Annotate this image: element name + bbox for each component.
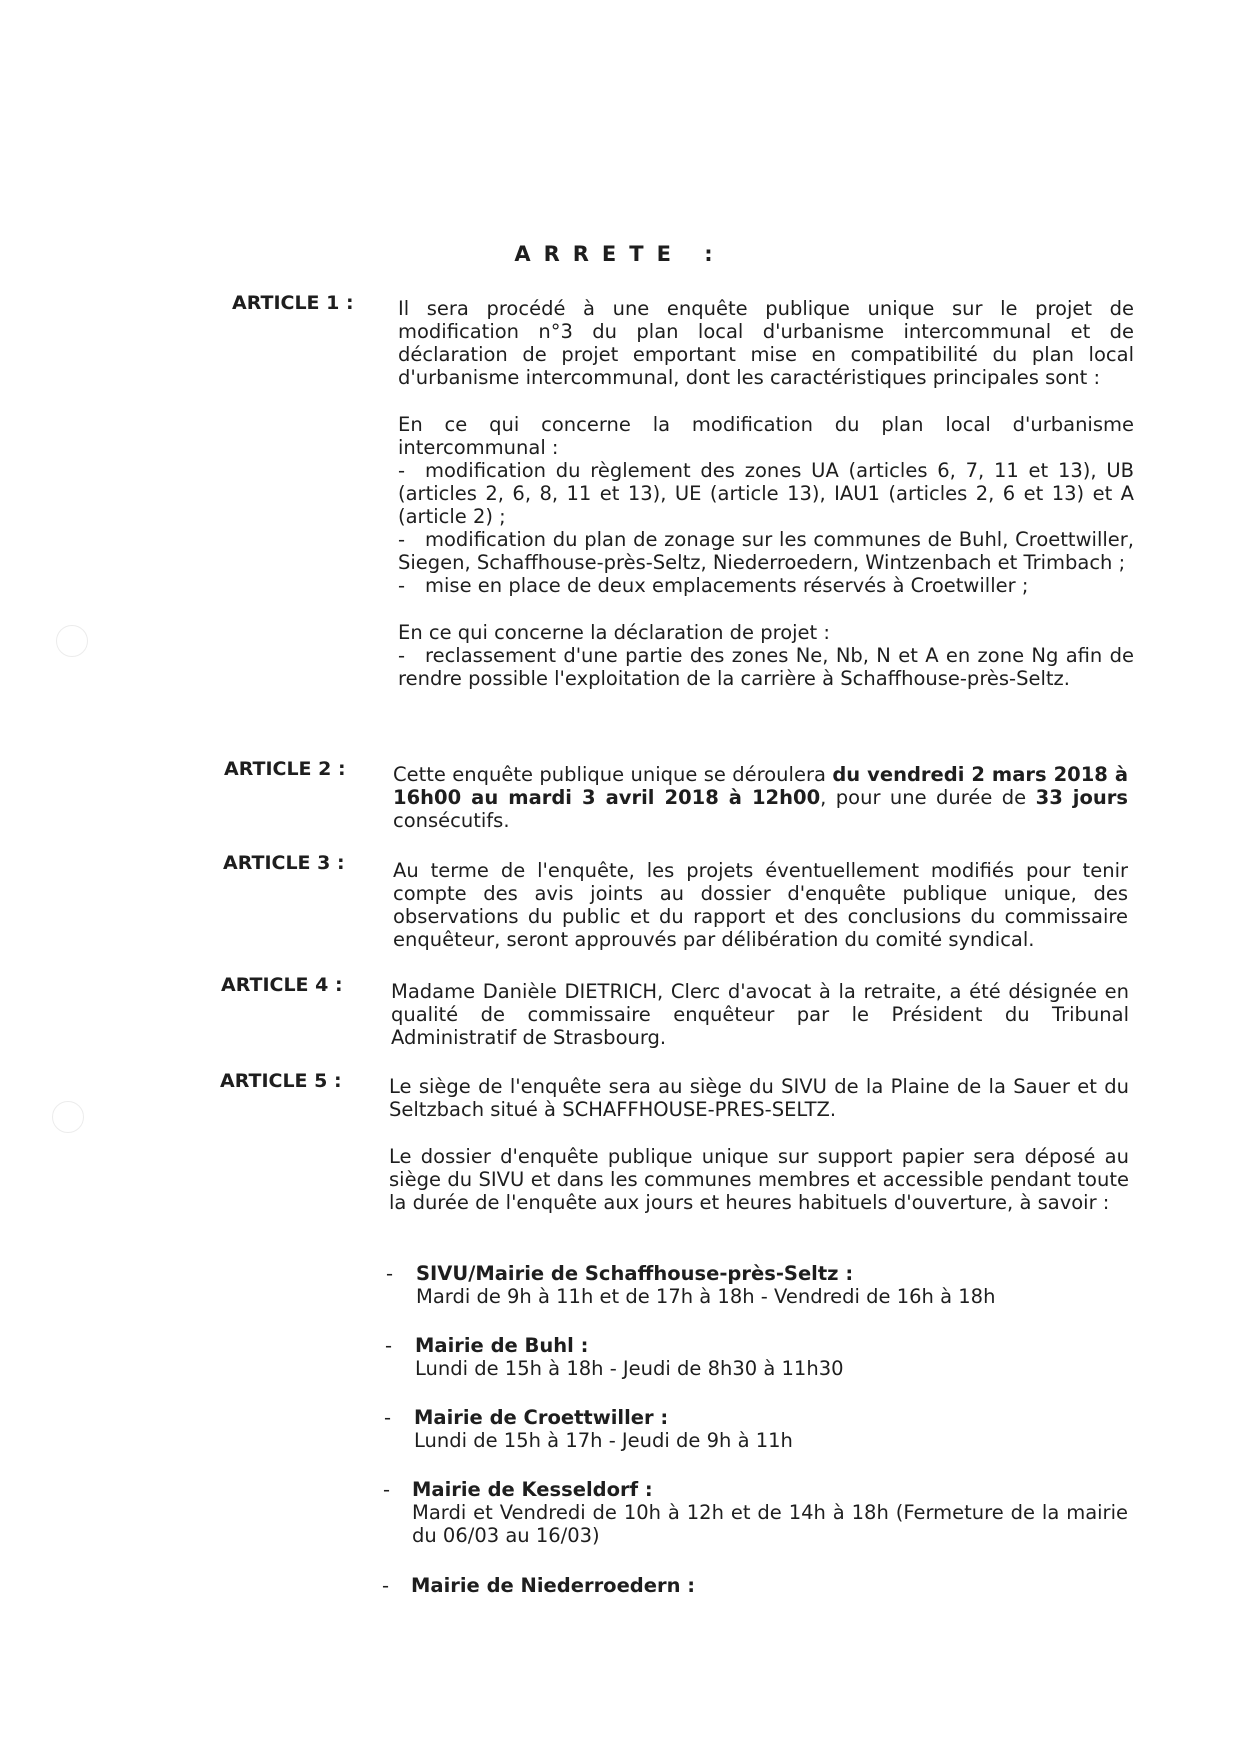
article-1-modification-heading: En ce qui concerne la modification du plan local d'urbanisme intercommunal : [398, 413, 1134, 459]
article-2-body: Cette enquête publique unique se déroulera du vendredi 2 mars 2018 à 16h00 au mardi 3 avril 2018 à 12h00, pour une durée de 33 jours consécutifs. [393, 763, 1129, 832]
list-bullet: - [385, 1334, 393, 1357]
mairie-name: SIVU/Mairie de Schaffhouse-près-Seltz : [416, 1262, 854, 1285]
article-1-intro: Il sera procédé à une enquête publique unique sur le projet de modification n°3 du plan local d'urbanisme intercommunal et de déclaration de projet emportant mise en compatibilité du plan local d'urbanisme intercommunal, dont les caractéristiques principales sont : [398, 297, 1134, 389]
enquiry-duration: 33 jours [1035, 786, 1128, 809]
mairie-name: Mairie de Croettwiller : [414, 1406, 669, 1429]
article-1-body [398, 297, 1134, 690]
list-item: - modification du plan de zonage sur les communes de Buhl, Croettwiller, Siegen, Schaffhouse-près-Seltz, Niederroedern, Wintzenbach et Trimbach ; [398, 528, 1134, 574]
mairie-name: Mairie de Buhl : [415, 1334, 589, 1357]
list-item [412, 1478, 1128, 1547]
article-2-label: ARTICLE 2 : [224, 758, 346, 780]
list-item [411, 1574, 1131, 1597]
list-bullet: - [383, 1478, 391, 1501]
list-bullet: - [382, 1574, 390, 1597]
list-bullet: - [384, 1406, 392, 1429]
punch-hole-mark [52, 1101, 84, 1133]
article-5-body: Le siège de l'enquête sera au siège du SIVU de la Plaine de la Sauer et du Seltzbach situé à SCHAFFHOUSE-PRES-SELTZ. Le dossier d'enquête publique unique sur support papier sera déposé au siège du SIVU et dans les communes membres et accessible pendant toute la durée de l'enquête aux jours et heures habituels d'ouverture, à savoir : [389, 1075, 1129, 1214]
mairie-hours: Mardi et Vendredi de 10h à 12h et de 14h à 18h (Fermeture de la mairie du 06/03 au 16/03) [412, 1501, 1128, 1547]
list-item [415, 1334, 1135, 1380]
enquiry-dates: du vendredi 2 mars 2018 à 16h00 au mardi 3 avril 2018 à 12h00 [393, 763, 1129, 809]
mairie-hours: Mardi de 9h à 11h et de 17h à 18h - Vendredi de 16h à 18h [416, 1285, 996, 1308]
mairie-name: Mairie de Kesseldorf : [412, 1478, 653, 1501]
list-item [414, 1406, 1134, 1452]
list-bullet: - [386, 1262, 394, 1285]
list-item: - reclassement d'une partie des zones Ne, Nb, N et A en zone Ng afin de rendre possible l'exploitation de la carrière à Schaffhouse-près-Seltz. [398, 644, 1134, 690]
list-item: - mise en place de deux emplacements réservés à Croetwiller ; [398, 574, 1029, 597]
page-title: ARRETE : [514, 242, 726, 266]
mairie-hours: Lundi de 15h à 17h - Jeudi de 9h à 11h [414, 1429, 793, 1452]
article-1-label: ARTICLE 1 : [232, 292, 354, 314]
punch-hole-mark [56, 625, 88, 657]
article-5-label: ARTICLE 5 : [220, 1070, 342, 1092]
article-3-label: ARTICLE 3 : [223, 852, 345, 874]
list-item [416, 1262, 1136, 1308]
mairie-name: Mairie de Niederroedern : [411, 1574, 696, 1597]
article-4-label: ARTICLE 4 : [221, 974, 343, 996]
article-4-body: Madame Danièle DIETRICH, Clerc d'avocat à la retraite, a été désignée en qualité de commissaire enquêteur par le Président du Tribunal Administratif de Strasbourg. [391, 980, 1129, 1049]
article-1-declaration-heading: En ce qui concerne la déclaration de projet : [398, 621, 830, 644]
mairie-hours: Lundi de 15h à 18h - Jeudi de 8h30 à 11h30 [415, 1357, 844, 1380]
article-3-body: Au terme de l'enquête, les projets éventuellement modifiés pour tenir compte des avis joints au dossier d'enquête publique unique, des observations du public et du rapport et des conclusions du commissaire enquêteur, seront approuvés par délibération du comité syndical. [393, 859, 1128, 951]
list-item: - modification du règlement des zones UA (articles 6, 7, 11 et 13), UB (articles 2, 6, 8, 11 et 13), UE (article 13), IAU1 (articles 2, 6 et 13) et A (article 2) ; [398, 459, 1134, 528]
